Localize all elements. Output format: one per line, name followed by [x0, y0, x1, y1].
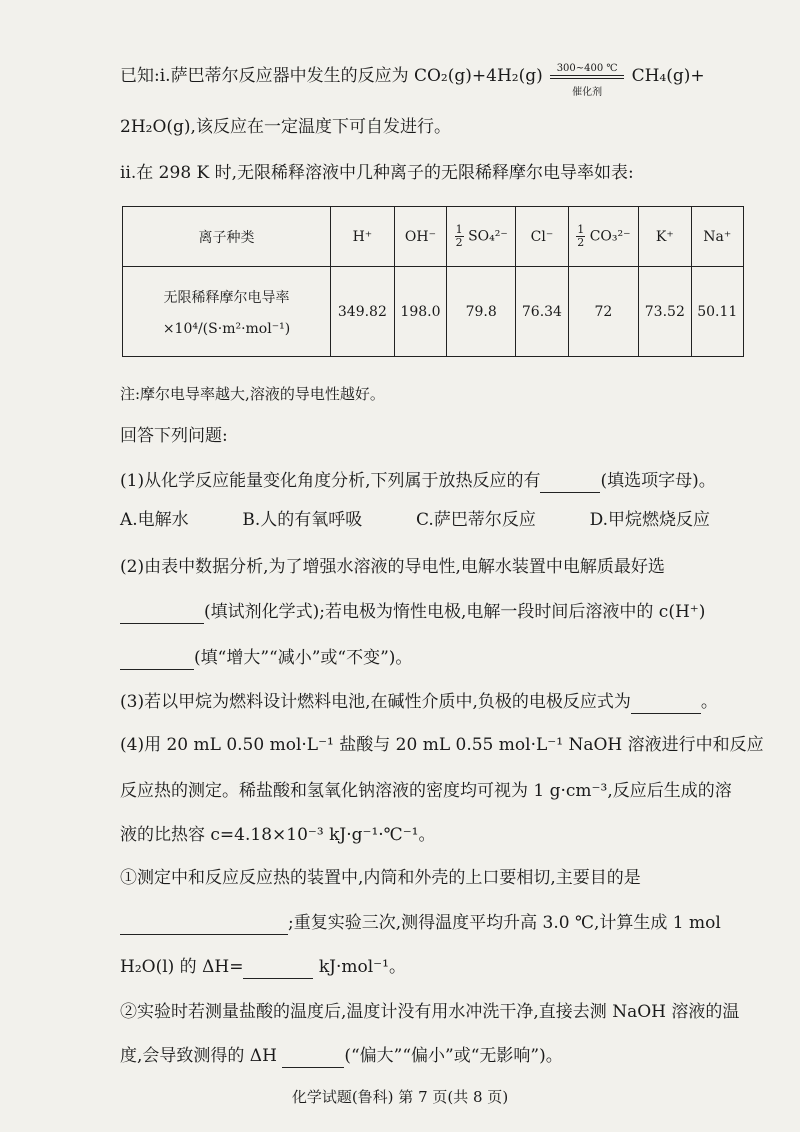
answer-blank[interactable] — [282, 1049, 344, 1068]
answer-blank[interactable] — [631, 695, 701, 714]
option-c: C.萨巴蒂尔反应 — [416, 510, 536, 530]
value-na: 50.11 — [691, 267, 743, 357]
q4-sub2-line-1: ②实验时若测量盐酸的温度后,温度计没有用水冲洗干净,直接去测 NaOH 溶液的温 — [120, 1002, 740, 1022]
ion-label: CO₃²⁻ — [589, 228, 631, 245]
delta-h-label: H₂O(l) 的 ΔH= — [120, 957, 244, 977]
option-b: B.人的有氧呼吸 — [242, 510, 363, 530]
value-oh: 198.0 — [394, 267, 446, 357]
q4-sub2-line-2 — [120, 1044, 563, 1068]
q4-line-1: (4)用 20 mL 0.50 mol·L⁻¹ 盐酸与 20 mL 0.55 mol·L⁻¹ NaOH 溶液进行中和反应 — [120, 735, 764, 755]
value-h: 349.82 — [331, 267, 395, 357]
known-intro: 已知:ⅰ.萨巴蒂尔反应器中发生的反应为 — [120, 66, 409, 86]
known-line-1 — [120, 62, 705, 98]
value-cl: 76.34 — [516, 267, 568, 357]
half-fraction: $\frac{1}{2}$ — [455, 223, 463, 249]
q4-sub1-text: ;重复实验三次,测得温度平均升高 3.0 ℃,计算生成 1 mol — [288, 913, 721, 933]
q4-sub2-text: 度,会导致测得的 ΔH — [120, 1046, 277, 1066]
q1-options — [120, 508, 710, 532]
answer-prompt: 回答下列问题: — [120, 426, 228, 446]
ion-k: K⁺ — [639, 207, 691, 267]
q4-sub1-line-1: ①测定中和反应反应热的装置中,内筒和外壳的上口要相切,主要目的是 — [120, 868, 641, 888]
known-ii-intro: ⅱ.在 298 K 时,无限稀释溶液中几种离子的无限稀释摩尔电导率如表: — [120, 163, 634, 183]
table-row-label — [123, 267, 331, 357]
value-co3: 72 — [568, 267, 638, 357]
answer-blank[interactable] — [120, 651, 194, 670]
answer-blank[interactable] — [540, 474, 600, 493]
half-fraction: $\frac{1}{2}$ — [577, 223, 585, 249]
q3-end: 。 — [700, 692, 718, 712]
value-so4: 79.8 — [447, 267, 516, 357]
value-k: 73.52 — [639, 267, 691, 357]
row-label-line-2: ×10⁴/(S·m²·mol⁻¹) — [162, 320, 291, 337]
answer-blank[interactable] — [120, 916, 288, 935]
q2-line-3 — [120, 646, 412, 670]
table-header-label: 离子种类 — [123, 207, 331, 267]
q4-sub1-line-2 — [120, 911, 721, 935]
table-header-row — [123, 207, 744, 267]
ion-co3 — [568, 207, 638, 267]
option-d: D.甲烷燃烧反应 — [589, 510, 710, 530]
q4-line-3: 液的比热容 c=4.18×10⁻³ kJ·g⁻¹·℃⁻¹。 — [120, 825, 436, 845]
table-note: 注:摩尔电导率越大,溶液的导电性越好。 — [120, 385, 385, 403]
ion-label: SO₄²⁻ — [468, 228, 508, 245]
q4-sub2-hint: (“偏大”“偏小”或“无影响”)。 — [344, 1046, 563, 1066]
ion-oh: OH⁻ — [394, 207, 446, 267]
ion-na: Na⁺ — [691, 207, 743, 267]
reaction-temperature: 300~400 ℃ — [556, 62, 618, 74]
q2-line-1: (2)由表中数据分析,为了增强水溶液的导电性,电解水装置中电解质最好选 — [120, 557, 665, 577]
delta-h-unit: kJ·mol⁻¹。 — [318, 957, 406, 977]
reaction-catalyst: 催化剂 — [572, 86, 603, 98]
page-footer: 化学试题(鲁科) 第 7 页(共 8 页) — [291, 1088, 509, 1106]
reaction-products: CH₄(g)+ — [631, 66, 705, 86]
known-line-2: 2H₂O(g),该反应在一定温度下可自发进行。 — [120, 117, 451, 137]
arrow-line — [550, 78, 624, 79]
q1-text: (1)从化学反应能量变化角度分析,下列属于放热反应的有 — [120, 471, 541, 491]
answer-blank[interactable] — [243, 960, 313, 979]
reaction-reactants: CO₂(g)+4H₂(g) — [413, 66, 543, 86]
option-a: A.电解水 — [120, 510, 189, 530]
conductivity-table — [122, 206, 744, 357]
q2-hint: (填“增大”“减小”或“不变”)。 — [194, 648, 413, 668]
answer-blank[interactable] — [120, 605, 204, 624]
ion-so4 — [447, 207, 516, 267]
ion-cl: Cl⁻ — [516, 207, 568, 267]
ion-h: H⁺ — [331, 207, 395, 267]
q3-text: (3)若以甲烷为燃料设计燃料电池,在碱性介质中,负极的电极反应式为 — [120, 692, 631, 712]
q1-stem — [120, 469, 716, 493]
reaction-arrow — [550, 62, 624, 98]
q1-hint: (填选项字母)。 — [600, 471, 716, 491]
q2-text: (填试剂化学式);若电极为惰性电极,电解一段时间后溶液中的 c(H⁺) — [204, 602, 706, 622]
q3-line — [120, 690, 718, 714]
q4-line-2: 反应热的测定。稀盐酸和氢氧化钠溶液的密度均可视为 1 g·cm⁻³,反应后生成的溶 — [120, 781, 732, 801]
q4-sub1-line-3 — [120, 955, 406, 979]
table-value-row — [123, 267, 744, 357]
row-label-line-1: 无限稀释摩尔电导率 — [163, 289, 290, 306]
q2-line-2 — [120, 600, 705, 624]
arrow-line — [550, 75, 624, 76]
